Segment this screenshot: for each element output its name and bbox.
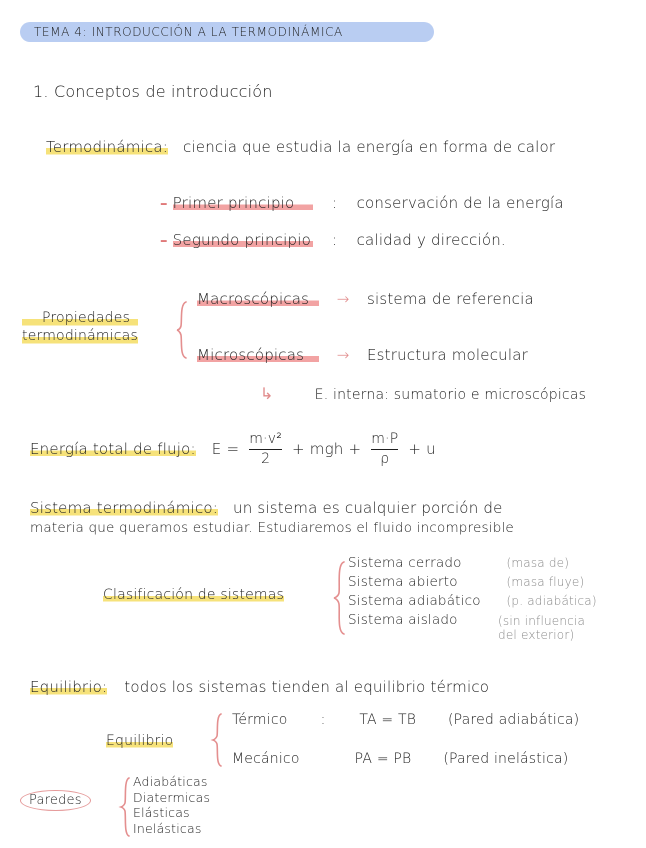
fraction-bar [371, 449, 398, 450]
equilibrio-equation: TA = TB [359, 712, 417, 728]
principle-label: Segundo principio [172, 231, 311, 249]
energia-label: Energía total de flujo: [30, 440, 196, 459]
equation-start: E = [211, 440, 240, 459]
equilibrio-equation: PA = PB [354, 751, 412, 767]
equilibrio-type: Térmico [232, 712, 288, 728]
sistema-note: (p. adiabática) [506, 594, 597, 608]
sistema-type: Sistema aislado [348, 612, 458, 628]
arrow-right-icon: → [336, 290, 350, 308]
principle-label: Primer principio [173, 196, 313, 211]
principle-row [160, 233, 506, 248]
sistema-type: Sistema abierto [348, 574, 458, 590]
termodinamica-label: Termodinámica: [46, 138, 168, 156]
curly-brace-icon [176, 300, 190, 360]
fraction [371, 432, 398, 468]
energia-row [30, 432, 436, 468]
propiedades-label-line: termodinámicas [22, 328, 138, 345]
equilibrio-note: (Pared inelástica) [443, 751, 569, 767]
fraction-denominator: 2 [261, 451, 271, 468]
sistema-line1 [30, 501, 503, 516]
micro-label: Microscópicas [197, 348, 319, 363]
paredes-list [133, 774, 210, 837]
equilibrio-row [232, 713, 579, 727]
sistema-type: Sistema cerrado [348, 555, 462, 571]
micro-text: Estructura molecular [366, 346, 529, 364]
principle-text: conservación de la energía [356, 194, 564, 212]
termodinamica-definition [46, 140, 555, 155]
equation-end: + u [408, 440, 436, 459]
paredes-label: Paredes [20, 790, 91, 811]
sistema-note-line: del exterior) [498, 628, 575, 643]
clasificacion-item [348, 576, 584, 590]
equation-middle: + mgh + [292, 440, 362, 459]
clasificacion-item [348, 595, 597, 609]
sistema-note: (masa de) [506, 556, 570, 570]
paredes-item: Inelásticas [133, 820, 202, 836]
sistema-note: (masa fluye) [506, 575, 585, 589]
arrow-right-icon: → [336, 346, 350, 364]
clasificacion-item [348, 614, 498, 628]
fraction-numerator: m·P [371, 431, 399, 447]
sistema-label: Sistema termodinámico: [30, 499, 219, 517]
principle-separator: : [332, 231, 338, 249]
macro-row [197, 292, 534, 307]
equilibrio-row [232, 752, 568, 766]
curly-brace-icon [212, 712, 224, 768]
sistema-type: Sistema adiabático [348, 593, 481, 609]
paredes-item: Elásticas [133, 805, 190, 821]
clasificacion-label-text: Clasificación de sistemas [103, 587, 285, 603]
sistema-note [498, 614, 585, 643]
sistema-note-line: (sin influencia [498, 614, 586, 628]
termodinamica-text: ciencia que estudia la energía en forma de calor [182, 138, 556, 156]
section-heading: 1. Conceptos de introducción [33, 82, 273, 101]
equilibrio-definition [30, 680, 489, 695]
equilibrio-label [106, 734, 173, 748]
principle-text: calidad y dirección. [356, 231, 506, 249]
page-title: TEMA 4: INTRODUCCIÓN A LA TERMODINÁMICA [20, 22, 434, 42]
sistema-text: un sistema es cualquier porción de [233, 499, 503, 517]
fraction-numerator: m·v² [249, 431, 283, 447]
fraction-bar [249, 449, 282, 450]
principle-row [160, 196, 564, 211]
equilibrio-separator: : [320, 712, 326, 728]
arrow-down-right-icon: ↳ [260, 384, 274, 403]
fraction [249, 432, 282, 468]
micro-row [197, 348, 528, 363]
principle-separator: : [332, 194, 338, 212]
paredes-item: Adiabáticas [133, 774, 208, 789]
equilibrio-def-text: todos los sistemas tienden al equilibrio térmico [124, 678, 490, 696]
equilibrio-note: (Pared adiabática) [447, 712, 580, 728]
equilibrio-type: Mecánico [232, 751, 300, 767]
propiedades-label-line: Propiedades [22, 309, 138, 327]
macro-text: sistema de referencia [366, 290, 534, 308]
fraction-denominator: ρ [380, 451, 390, 468]
dash-bullet: – [160, 231, 168, 249]
interna-text: E. interna: sumatorio e microscópicas [314, 387, 587, 403]
clasificacion-item [348, 557, 569, 571]
propiedades-label [22, 309, 138, 345]
macro-label: Macroscópicas [197, 292, 319, 307]
curly-brace-icon [333, 560, 347, 636]
equilibrio-def-label: Equilibrio: [30, 678, 108, 696]
dash-bullet: – [160, 194, 168, 212]
interna-row [260, 386, 586, 402]
curly-brace-icon [120, 776, 132, 838]
equilibrio-label-text: Equilibrio [106, 733, 174, 749]
sistema-line2: materia que queramos estudiar. Estudiaremos el fluido incompresible [30, 520, 514, 536]
paredes-item: Diatermicas [133, 789, 211, 805]
clasificacion-label [103, 588, 284, 602]
